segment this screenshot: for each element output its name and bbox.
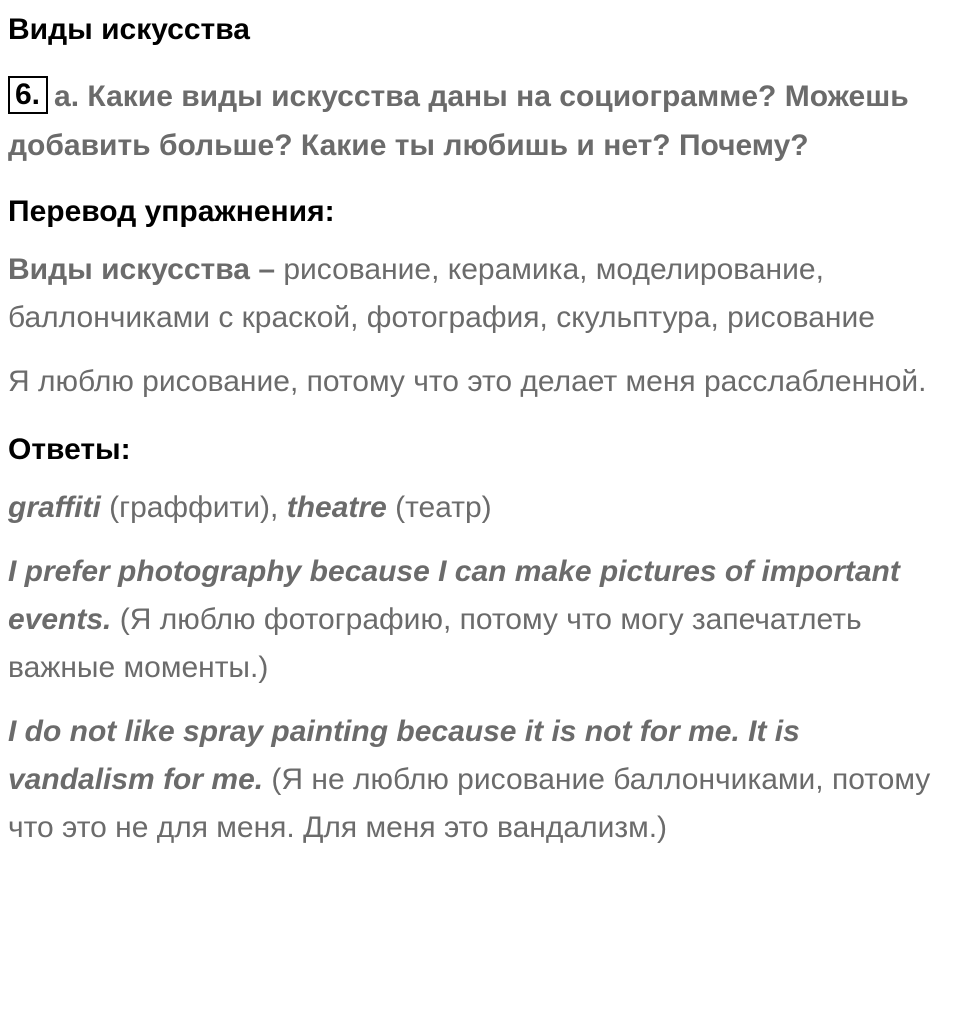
- translation-paragraph-1: [8, 246, 952, 342]
- task-text: a. Какие виды искусства даны на социограмме? Можешь добавить больше? Какие ты любишь и нет? Почему?: [8, 80, 909, 162]
- answer-1-term-2: theatre: [286, 491, 387, 524]
- answer-3: [8, 708, 952, 852]
- answer-2-english: I prefer photography because I can make pictures of important events.: [8, 555, 900, 636]
- answer-3-english: I do not like spray painting because it is not for me. It is vandalism for me.: [8, 715, 800, 796]
- answer-1-term-1: graffiti: [8, 491, 101, 524]
- answer-1: [8, 484, 952, 532]
- translation-list: рисование, керамика, моделирование, баллончиками с краской, фотография, скульптура, рисование: [8, 253, 875, 334]
- answer-1-translation-1: (граффити),: [100, 491, 287, 524]
- answer-1-translation-2: (театр): [386, 491, 492, 524]
- task-number: 6.: [8, 76, 48, 114]
- answer-3-russian: (Я не люблю рисование баллончиками, потому что это не для меня. Для меня это вандализм.): [8, 763, 931, 844]
- answer-2: [8, 548, 952, 692]
- page-title: Виды искусства: [8, 13, 250, 46]
- document-page: [8, 6, 952, 852]
- translation-term: Виды искусства –: [8, 253, 275, 286]
- answers-heading: Ответы:: [8, 433, 131, 466]
- task-block: [8, 72, 952, 170]
- translation-paragraph-2: Я люблю рисование, потому что это делает меня расслабленной.: [8, 365, 927, 398]
- translation-heading: Перевод упражнения:: [8, 195, 335, 228]
- answer-2-russian: (Я люблю фотографию, потому что могу запечатлеть важные моменты.): [8, 603, 862, 684]
